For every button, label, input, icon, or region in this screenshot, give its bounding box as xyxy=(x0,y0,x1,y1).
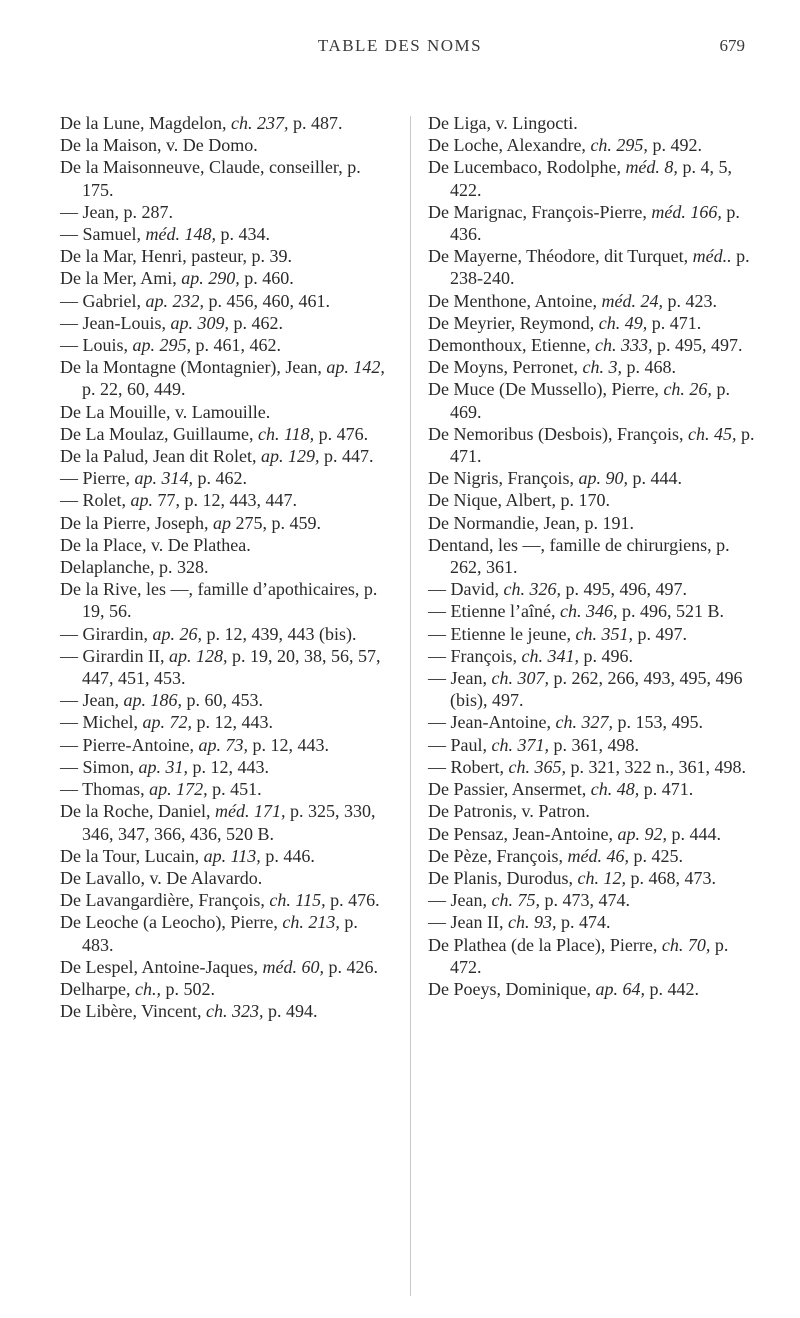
entry-text: ch. 93, xyxy=(507,912,557,933)
entry-text: méd. 24, xyxy=(601,290,663,311)
entry-text: De la Mar, Henri, pasteur, p. 39. xyxy=(60,246,292,267)
entry-text: — Pierre, xyxy=(60,468,135,489)
index-entry xyxy=(60,689,393,711)
index-entry xyxy=(428,378,762,422)
entry-text: p. 12, 443. xyxy=(192,712,273,733)
entry-text: p. 423. xyxy=(662,290,717,311)
index-entry xyxy=(428,845,762,867)
entry-text: p. 496, 521 B. xyxy=(617,601,724,622)
entry-text: Delaplanche, p. 328. xyxy=(60,557,209,578)
index-entry xyxy=(428,645,762,667)
entry-text: — Thomas, xyxy=(60,779,150,800)
index-entry xyxy=(428,711,762,733)
entry-text: p. 436. xyxy=(450,201,740,245)
entry-text: De Normandie, Jean, p. 191. xyxy=(428,512,634,533)
entry-text: p. 468. xyxy=(621,357,676,378)
index-entry xyxy=(60,201,393,223)
entry-text: p. 487. xyxy=(288,113,343,133)
entry-text: méd. 46, xyxy=(567,845,629,866)
entry-text: De Nigris, François, xyxy=(428,468,579,489)
entry-text: ch. 323, xyxy=(206,1001,264,1022)
entry-text: De La Mouille, v. Lamouille. xyxy=(60,401,271,422)
index-entry xyxy=(60,800,393,844)
entry-text: ap. 232, xyxy=(145,290,204,311)
entry-text: p. 361, 498. xyxy=(549,734,640,755)
entry-text: p. 153, 495. xyxy=(612,712,703,733)
entry-text: De Menthone, Antoine, xyxy=(428,290,602,311)
entry-text: p. 468, 473. xyxy=(626,867,716,888)
index-entry xyxy=(60,578,393,622)
entry-text: ap. xyxy=(130,490,153,511)
entry-text: De Poeys, Dominique, xyxy=(428,978,596,999)
entry-text: — Jean-Louis, xyxy=(60,312,171,333)
index-entry xyxy=(428,312,762,334)
entry-text: p. 262, 266, 493, 495, 496 (bis), 497. xyxy=(450,668,743,711)
entry-text: De la Rive, les —, famille d’apothicaires, p. 19, 56. xyxy=(60,579,378,622)
entry-text: ap. 314, xyxy=(134,468,193,489)
entry-text: p. 12, 439, 443 (bis). xyxy=(201,623,357,644)
entry-text: ch. 307, xyxy=(491,668,549,689)
entry-text: ap. 142, xyxy=(326,357,385,378)
entry-text: — Girardin, xyxy=(60,623,153,644)
entry-text: De la Maisonneuve, Claude, conseiller, p. 175. xyxy=(60,157,361,200)
entry-text: De La Moulaz, Guillaume, xyxy=(60,423,258,444)
entry-text: ap. 290, xyxy=(181,268,240,289)
entry-text: p. 425. xyxy=(628,845,683,866)
entry-text: — Pierre-Antoine, xyxy=(60,734,199,755)
entry-text: De la Maison, v. De Domo. xyxy=(60,135,258,156)
index-entry xyxy=(428,911,762,933)
entry-text: — Jean, xyxy=(428,890,492,911)
entry-text: ap. 90, xyxy=(578,468,628,489)
entry-text: De Plathea (de la Place), Pierre, xyxy=(428,934,662,955)
entry-text: De la Palud, Jean dit Rolet, xyxy=(60,446,261,467)
index-entry xyxy=(60,445,393,467)
index-entry xyxy=(60,312,393,334)
entry-text: ap. 128, xyxy=(168,645,228,666)
index-entry xyxy=(428,423,762,467)
entry-text: p. 444. xyxy=(666,823,721,844)
entry-text: p. 495, 497. xyxy=(652,335,743,356)
entry-text: p. 495, 496, 497. xyxy=(561,579,687,600)
entry-text: p. 238-240. xyxy=(450,246,750,289)
entry-text: — Samuel, xyxy=(60,224,146,245)
entry-text: p. 447. xyxy=(319,446,374,467)
entry-text: De Muce (De Mussello), Pierre, xyxy=(428,379,664,400)
index-entry xyxy=(428,201,762,245)
entry-text: De la Lune, Magdelon, xyxy=(60,113,231,133)
entry-text: p. 471. xyxy=(450,423,755,467)
entry-text: De la Pierre, Joseph, xyxy=(60,512,213,533)
entry-text: p. 469. xyxy=(450,379,730,422)
entry-text: ch. 26, xyxy=(663,379,712,400)
entry-text: 77, p. 12, 443, 447. xyxy=(153,490,297,511)
entry-text: ch. 365, xyxy=(508,756,566,777)
index-entry xyxy=(60,112,393,134)
entry-text: De Pensaz, Jean-Antoine, xyxy=(428,823,618,844)
index-entry xyxy=(60,489,393,511)
entry-text: p. 426. xyxy=(323,956,378,977)
entry-text: ap. 64, xyxy=(595,978,645,999)
entry-text: De la Roche, Daniel, xyxy=(60,801,215,822)
index-entry xyxy=(428,778,762,800)
index-entry xyxy=(428,800,762,822)
entry-text: ap. 26, xyxy=(152,623,202,644)
page-header xyxy=(0,36,800,76)
index-entry xyxy=(60,889,393,911)
entry-text: ap. 295, xyxy=(132,335,192,356)
entry-text: ch. 48, xyxy=(590,779,640,800)
index-entry xyxy=(428,356,762,378)
entry-text: — Michel, xyxy=(60,712,143,733)
entry-text: p. 434. xyxy=(216,224,270,245)
entry-text: ch. 213, xyxy=(282,912,340,933)
entry-text: De Pèze, François, xyxy=(428,845,568,866)
index-entry xyxy=(60,845,393,867)
index-entry xyxy=(60,711,393,733)
index-entry xyxy=(428,623,762,645)
index-column-left xyxy=(60,112,393,1022)
page-number: 679 xyxy=(719,36,745,55)
entry-text: De Lavangardière, François, xyxy=(60,890,270,911)
index-column-right xyxy=(428,112,762,1000)
entry-text: p. 471. xyxy=(647,312,702,333)
index-entry xyxy=(428,534,762,578)
entry-text: p. 472. xyxy=(450,934,729,977)
entry-text: — Girardin II, xyxy=(60,645,169,666)
entry-text: p. 461, 462. xyxy=(191,335,282,356)
entry-text: — Jean-Antoine, xyxy=(428,712,556,733)
entry-text: — Jean II, xyxy=(428,912,508,933)
index-entry xyxy=(60,512,393,534)
index-entry xyxy=(60,467,393,489)
index-entry xyxy=(428,889,762,911)
entry-text: De Leoche (a Leocho), Pierre, xyxy=(60,912,283,933)
entry-text: ch. 326, xyxy=(503,579,561,600)
entry-text: p. 456, 460, 461. xyxy=(203,290,330,311)
index-entry xyxy=(60,778,393,800)
entry-text: De Libère, Vincent, xyxy=(60,1001,207,1022)
entry-text: p. 325, 330, 346, 347, 366, 436, 520 B. xyxy=(82,801,376,844)
entry-text: De Meyrier, Reymond, xyxy=(428,312,599,333)
entry-text: méd. 8, xyxy=(625,157,678,178)
column-divider xyxy=(410,116,411,1296)
index-entry xyxy=(60,334,393,356)
index-entry xyxy=(60,423,393,445)
entry-text: méd. 60, xyxy=(262,956,324,977)
entry-text: — Robert, xyxy=(428,756,509,777)
entry-text: ch. 327, xyxy=(555,712,613,733)
entry-text: — Jean, xyxy=(60,690,124,711)
index-entry xyxy=(428,978,762,1000)
entry-text: ch. 346, xyxy=(559,601,618,622)
entry-text: ap. 113, xyxy=(203,845,261,866)
index-entry xyxy=(428,112,762,134)
entry-text: p. 460. xyxy=(239,268,294,289)
entry-text: ap. 31, xyxy=(138,756,189,777)
index-entry xyxy=(60,867,393,889)
running-title: TABLE DES NOMS xyxy=(317,36,483,55)
entry-text: De Planis, Durodus, xyxy=(428,867,578,888)
entry-text: Delharpe, xyxy=(60,978,135,999)
index-entry xyxy=(60,556,393,578)
entry-text: ch. 3, xyxy=(582,357,622,378)
entry-text: p. 444. xyxy=(627,468,682,489)
entry-text: De Liga, v. Lingocti. xyxy=(428,113,578,133)
entry-text: — David, xyxy=(428,579,504,600)
index-entry xyxy=(60,223,393,245)
entry-text: p. 483. xyxy=(82,912,358,955)
entry-text: ch. 118, xyxy=(257,423,315,444)
entry-text: p. 462. xyxy=(192,468,247,489)
entry-text: ap. 72, xyxy=(142,712,192,733)
entry-text: ch. 295, xyxy=(590,135,648,156)
index-entry xyxy=(60,734,393,756)
entry-text: p. 446. xyxy=(260,845,315,866)
entry-text: méd. 166, xyxy=(651,201,722,222)
entry-text: De Nemoribus (Desbois), François, xyxy=(428,423,688,444)
entry-text: De Moyns, Perronet, xyxy=(428,357,583,378)
entry-text: p. 471. xyxy=(639,779,694,800)
index-entry xyxy=(428,245,762,289)
entry-text: De la Montagne (Montagnier), Jean, xyxy=(60,357,327,378)
entry-text: p. 12, 443. xyxy=(247,734,329,755)
entry-text: Dentand, les —, famille de chirurgiens, p. 262, 361. xyxy=(428,534,730,578)
index-entry xyxy=(428,867,762,889)
index-entry xyxy=(428,667,762,711)
index-entry xyxy=(60,267,393,289)
index-entry xyxy=(60,401,393,423)
entry-text: ch. 115, xyxy=(269,890,326,911)
index-entry xyxy=(60,290,393,312)
entry-text: p. 60, 453. xyxy=(181,690,263,711)
entry-text: ch. 341, xyxy=(521,645,579,666)
index-entry xyxy=(60,245,393,267)
entry-text: ap. 129, xyxy=(260,446,320,467)
entry-text: ch. 12, xyxy=(577,867,626,888)
index-entry xyxy=(428,512,762,534)
entry-text: p. 474. xyxy=(556,912,611,933)
index-entry xyxy=(60,1000,393,1022)
index-entry xyxy=(60,756,393,778)
entry-text: — Jean, xyxy=(428,668,492,689)
entry-text: — Paul, xyxy=(428,734,492,755)
entry-text: p. 476. xyxy=(325,890,380,911)
entry-text: p. 19, 20, 38, 56, 57, 447, 451, 453. xyxy=(82,645,381,689)
entry-text: ch. 237, xyxy=(230,113,289,133)
index-entry xyxy=(60,978,393,1000)
entry-text: p. 4, 5, 422. xyxy=(450,157,732,200)
entry-text: ap. 186, xyxy=(123,690,182,711)
entry-text: 275, p. 459. xyxy=(230,512,321,533)
entry-text: — Rolet, xyxy=(60,490,131,511)
entry-text: ch., xyxy=(134,978,161,999)
entry-text: — Simon, xyxy=(60,756,139,777)
entry-text: — Jean, p. 287. xyxy=(60,201,173,222)
index-entry xyxy=(60,156,393,200)
entry-text: — Etienne l’aîné, xyxy=(428,601,560,622)
entry-text: ap xyxy=(212,512,231,533)
index-entry xyxy=(60,134,393,156)
entry-text: De Patronis, v. Patron. xyxy=(428,801,590,822)
entry-text: p. 451. xyxy=(207,779,262,800)
index-entry xyxy=(428,823,762,845)
index-entry xyxy=(428,134,762,156)
entry-text: p. 476. xyxy=(314,423,369,444)
index-entry xyxy=(428,934,762,978)
index-entry xyxy=(428,578,762,600)
entry-text: De Lucembaco, Rodolphe, xyxy=(428,157,626,178)
entry-text: — François, xyxy=(428,645,522,666)
entry-text: méd.. xyxy=(692,246,732,267)
entry-text: ch. 45, xyxy=(687,423,737,444)
entry-text: p. 442. xyxy=(644,978,699,999)
entry-text: Demonthoux, Etienne, xyxy=(428,335,595,356)
entry-text: — Etienne le jeune, xyxy=(428,623,576,644)
entry-text: De Mayerne, Théodore, dit Turquet, xyxy=(428,246,693,267)
entry-text: ch. 351, xyxy=(575,623,633,644)
entry-text: p. 496. xyxy=(579,645,633,666)
index-entry xyxy=(60,956,393,978)
index-entry xyxy=(428,600,762,622)
entry-text: p. 492. xyxy=(647,135,702,156)
index-entry xyxy=(60,911,393,955)
entry-text: De Lespel, Antoine-Jaques, xyxy=(60,956,263,977)
index-entry xyxy=(428,156,762,200)
entry-text: De Lavallo, v. De Alavardo. xyxy=(60,867,263,888)
index-entry xyxy=(428,734,762,756)
entry-text: — Gabriel, xyxy=(60,290,146,311)
entry-text: ch. 75, xyxy=(491,890,540,911)
index-entry xyxy=(428,489,762,511)
index-entry xyxy=(60,645,393,689)
entry-text: méd. 148, xyxy=(145,224,216,245)
entry-text: p. 473, 474. xyxy=(539,890,630,911)
entry-text: De Loche, Alexandre, xyxy=(428,135,591,156)
entry-text: De la Mer, Ami, xyxy=(60,268,182,289)
entry-text: ch. 371, xyxy=(491,734,550,755)
entry-text: p. 12, 443. xyxy=(188,756,270,777)
entry-text: De Nique, Albert, p. 170. xyxy=(428,490,610,511)
entry-text: p. 494. xyxy=(263,1001,318,1022)
entry-text: p. 22, 60, 449. xyxy=(82,379,186,400)
entry-text: p. 497. xyxy=(632,623,687,644)
entry-text: ap. 73, xyxy=(198,734,248,755)
entry-text: ap. 309, xyxy=(170,312,229,333)
entry-text: p. 502. xyxy=(160,978,215,999)
entry-text: ap. 92, xyxy=(617,823,667,844)
entry-text: — Louis, xyxy=(60,335,133,356)
index-entry xyxy=(428,334,762,356)
entry-text: ch. 49, xyxy=(598,312,648,333)
entry-text: De la Tour, Lucain, xyxy=(60,845,204,866)
index-entry xyxy=(428,290,762,312)
index-entry xyxy=(428,756,762,778)
entry-text: méd. 171, xyxy=(214,801,286,822)
index-entry xyxy=(428,467,762,489)
index-entry xyxy=(60,356,393,400)
entry-text: De Marignac, François-Pierre, xyxy=(428,201,652,222)
entry-text: De Passier, Ansermet, xyxy=(428,779,591,800)
index-entry xyxy=(60,623,393,645)
index-entry xyxy=(60,534,393,556)
entry-text: ch. 333, xyxy=(594,335,653,356)
entry-text: De la Place, v. De Plathea. xyxy=(60,534,251,555)
entry-text: ap. 172, xyxy=(149,779,208,800)
entry-text: ch. 70, xyxy=(661,934,711,955)
entry-text: p. 321, 322 n., 361, 498. xyxy=(566,756,746,777)
entry-text: p. 462. xyxy=(228,312,283,333)
